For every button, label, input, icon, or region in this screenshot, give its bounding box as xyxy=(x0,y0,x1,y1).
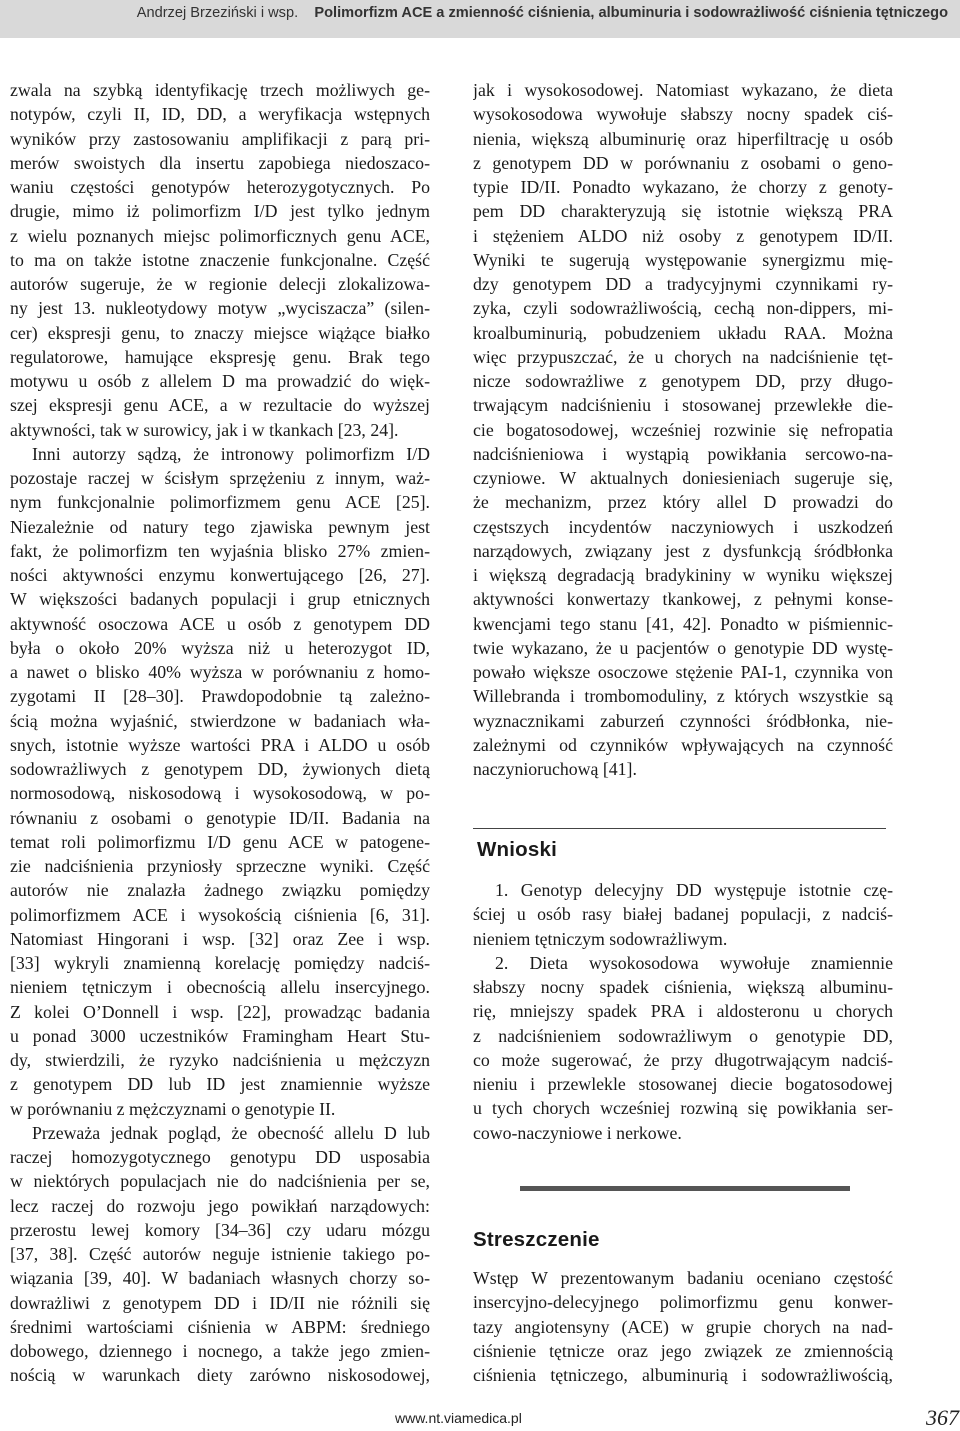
text-line: nicze sodowrażliwe z genotypem DD, przy długo- xyxy=(473,371,893,391)
text-line: a nawet o blisko 40% wyższa w porównaniu z homo- xyxy=(10,662,430,682)
text-line: sodowrażliwych z genotypem DD, żywionych dietą xyxy=(10,759,430,779)
text-line: regulatorowe, hamujące ekspresję genu. Brak tego xyxy=(10,346,430,367)
text-line: insercyjno-delecyjnego polimorfizmu genu konwer- xyxy=(473,1292,893,1313)
text-line: z genotypem DD lub ID jest znamiennie wyższe xyxy=(10,1074,430,1095)
text-line: kroalbuminurią, pobudzeniem układu RAA. Można xyxy=(473,322,893,343)
text-line: że mechanizm, przez który allel D prowadzi do xyxy=(473,492,893,513)
text-line: Wstęp W prezentowanym badaniu oceniano częstość xyxy=(473,1268,893,1288)
text-line: średnimi wartościami ciśnienia w ABPM: średniego xyxy=(10,1316,430,1337)
text-line: wyznacznikami zaburzeń czynności śródbłonka, nie- xyxy=(473,710,893,731)
text-line: była o około 20% wyższa niż u heterozygot ID, xyxy=(10,637,430,658)
text-line: raczej homozygotycznego genotypu DD usposabia xyxy=(10,1147,430,1167)
text-line: co może sugerować, że przy długotrwającym nadciś- xyxy=(473,1049,893,1070)
footer-url: www.nt.viamedica.pl xyxy=(395,1410,522,1426)
conclusions-rule xyxy=(473,828,886,829)
text-line: wiązania [39, 40]. W badaniach własnych chorzy so- xyxy=(10,1268,430,1289)
text-line: Wyniki te sugerują występowanie synergizmu mię- xyxy=(473,249,893,270)
text-line: normosodową, niskosodową i wysokosodową, w po- xyxy=(10,783,430,804)
text-line: trwającym nadciśnieniu i stosowanej przewlekłe die- xyxy=(473,395,893,416)
text-line: autorów sugeruje, że w regionie delecji zlokalizowa- xyxy=(10,274,430,294)
text-line: zyka, czyli sodowrażliwością, cechą non-dippers, mi- xyxy=(473,298,893,319)
text-line: naczynioruchową [41]. xyxy=(473,759,637,779)
summary-heading: Streszczenie xyxy=(473,1228,600,1251)
text-line: nieniem tętniczym i obecnością allelu insercyjnego. xyxy=(10,977,430,998)
running-head-title: Polimorfizm ACE a zmienność ciśnienia, albuminuria i sodowrażliwość ciśnienia tętniczego xyxy=(314,5,948,21)
text-line: ciśnienie tętnicze oraz jego związek ze zmiennością xyxy=(473,1340,893,1361)
text-line: z nadciśnieniem sodowrażliwym o genotypie DD, xyxy=(473,1025,893,1046)
text-line: rię, mniejszy spadek PRA i aldosteronu u chorych xyxy=(473,1001,893,1022)
text-line: i stężeniem ALDO niż osoby z genotypem ID/II. xyxy=(473,225,893,246)
text-line: twie wykazano, że u pacjentów o genotypie DD wystę- xyxy=(473,637,893,658)
text-line: z wielu poznanych miejsc polimorficznych genu ACE, xyxy=(10,225,430,246)
text-line: zwala na szybką identyfikację trzech możliwych ge- xyxy=(10,80,430,100)
text-line: wyników przy zastosowaniu amplifikacji z parą pri- xyxy=(10,128,430,149)
left-column xyxy=(10,78,430,1388)
text-line: pem DD charakteryzują się istotnie większą PRA xyxy=(473,201,893,222)
text-line: jak i wysokosodowej. Natomiast wykazano, że dieta xyxy=(473,80,893,100)
text-line: cowo-naczyniowe i nerkowe. xyxy=(473,1122,682,1143)
text-line: u ponad 3000 uczestników Framingham Heart Stu- xyxy=(10,1025,430,1046)
running-head-authors: Andrzej Brzeziński i wsp. xyxy=(136,5,299,21)
text-line: dowrażliwi z genotypem DD i ID/II nie różnili się xyxy=(10,1292,430,1313)
text-line: czyniowe. W aktualnych doniesieniach sugeruje się, xyxy=(473,468,893,488)
text-line: Inni autorzy sądzą, że intronowy polimorfizm I/D xyxy=(32,443,430,464)
text-line: drugie, mimo iż polimorfizm I/D jest tylko jednym xyxy=(10,201,430,222)
text-line: nienia, większą albuminurię oraz hiperfiltrację u osób xyxy=(473,128,893,149)
conclusions-heading: Wnioski xyxy=(477,838,557,861)
text-line: 2. Dieta wysokosodowa wywołuje znamiennie xyxy=(495,952,893,973)
text-line: równaniu z osobami o genotypie ID/II. Badania na xyxy=(10,807,430,828)
text-line: dy, stwierdzili, że ryzyko nadciśnienia u mężczyzn xyxy=(10,1050,430,1070)
text-line: autorów nie znalazła żadnego związku pomiędzy xyxy=(10,880,430,901)
running-head xyxy=(0,0,960,38)
text-line: Z kolei O’Donnell i wsp. [22], prowadząc badania xyxy=(10,1001,430,1022)
text-line: słabszy nocny spadek ciśnienia, większą albuminu- xyxy=(473,977,893,997)
text-line: dobowego, dziennego i nocnego, a także jego zmien- xyxy=(10,1341,430,1361)
text-line: polimorfizmem ACE i wysokością ciśnienia [6, 31]. xyxy=(10,904,430,925)
text-line: częstszych incydentów naczyniowych i uszkodzeń xyxy=(473,516,893,537)
text-line: powało większe osoczowe stężenie PAI-1, czynnika von xyxy=(473,662,893,682)
text-line: [37, 38]. Część autorów neguje istnienie takiego po- xyxy=(10,1244,430,1264)
conclusions-body xyxy=(473,878,893,1145)
text-line: snych, istotnie wyższe wartości PRA i ALDO u osób xyxy=(10,734,430,755)
text-line: zygotami II [28–30]. Prawdopodobnie tą zależno- xyxy=(10,686,430,707)
text-line: notypów, czyli II, ID, DD, a weryfikacja wstępnych xyxy=(10,104,430,125)
text-line: nadciśnieniowa i wystąpią powikłania sercowo-na- xyxy=(473,443,893,464)
text-line: nością w warunkach diety zarówno niskosodowej, xyxy=(10,1365,430,1386)
text-line: lecz raczej do rozwoju jego powikłań narządowych: xyxy=(10,1195,430,1216)
text-line: ności aktywności enzymu konwertującego [26, 27]. xyxy=(10,565,430,585)
text-line: kwencjami tego stanu [41, 42]. Ponadto w piśmiennic- xyxy=(473,613,893,634)
text-line: narządowych, związany jest z dysfunkcją śródbłonka xyxy=(473,540,893,561)
text-line: typie ID/II. Ponadto wykazano, że chorzy z genoty- xyxy=(473,177,893,197)
text-line: nym funkcjonalnie polimorfizmem genu ACE [25]. xyxy=(10,492,430,513)
text-line: ścią można wyjaśnić, stwierdzone w badaniach wła- xyxy=(10,710,430,731)
text-line: więc przypuszczać, że u chorych na nadciśnienie tęt- xyxy=(473,346,893,367)
text-line: aktywności konwertazy tkankowej, z pełnymi konse- xyxy=(473,589,893,610)
text-line: u tych chorych wcześniej rozwiną się powikłania ser- xyxy=(473,1098,893,1119)
text-line: w porównaniu z mężczyznami o genotypie II. xyxy=(10,1098,336,1119)
text-line: dzy genotypem DD a tradycyjnymi czynnikami ry- xyxy=(473,274,893,294)
text-line: przerostu lewej komory [34–36] czy udaru mózgu xyxy=(10,1219,430,1240)
text-line: temat roli polimorfizmu I/D genu ACE w patogene- xyxy=(10,831,430,852)
text-line: zależnymi od czynników wpływających na czynność xyxy=(473,734,893,755)
text-line: cie bogatosodowej, wcześniej rozwinie się nefropatia xyxy=(473,419,893,440)
text-line: Przeważa jednak pogląd, że obecność allelu D lub xyxy=(32,1122,430,1143)
text-line: w niektórych populacjach nie do nadciśnienia per se, xyxy=(10,1171,430,1192)
text-line: 1. Genotyp delecyjny DD występuje istotnie czę- xyxy=(495,880,893,900)
page-number: 367 xyxy=(926,1405,959,1430)
right-column xyxy=(473,78,893,781)
text-line: szej ekspresji genu ACE, a w rezultacie do wyższej xyxy=(10,395,430,416)
text-line: fakt, że polimorfizm ten wyjaśnia blisko 27% zmien- xyxy=(10,540,430,561)
text-line: wysokosodowa wywołuje słabszy nocny spadek ciś- xyxy=(473,104,893,125)
text-line: Niezależnie od natury tego zjawiska pewnym jest xyxy=(10,516,430,537)
text-line: Natomiast Hingorani i wsp. [32] oraz Zee i wsp. xyxy=(10,928,430,949)
text-line: zie nadciśnienia przyniosły sprzeczne wyniki. Część xyxy=(10,856,430,876)
text-line: nieniu i przewlekle stosowanej diecie bogatosodowej xyxy=(473,1074,893,1094)
text-line: nieniem tętniczym sodowrażliwym. xyxy=(473,928,728,949)
text-line: merów swoistych dla insertu zapobiega niedoszaco- xyxy=(10,152,430,173)
text-line: ciśnienia tętniczego, albuminurią i sodowrażliwością, xyxy=(473,1365,893,1385)
text-line: z genotypem DD w porównaniu z osobami o geno- xyxy=(473,152,893,173)
summary-body xyxy=(473,1266,893,1387)
text-line: i większą degradacją bradykininy w wyniku większej xyxy=(473,565,893,585)
text-line: motywu u osób z allelem D ma prowadzić do więk- xyxy=(10,371,430,391)
text-line: to ma on także istotne znaczenie funkcjonalne. Część xyxy=(10,249,430,270)
text-line: waniu częstości genotypów heterozygotycznych. Po xyxy=(10,177,430,197)
text-line: W większości badanych populacji i grup etnicznych xyxy=(10,589,430,610)
text-line: [33] wykryli znamienną korelację pomiędzy nadciś- xyxy=(10,953,430,973)
text-line: aktywność osoczowa ACE u osób z genotypem DD xyxy=(10,613,430,634)
text-line: ściej u osób rasy białej badanej populacji, z nadciś- xyxy=(473,904,893,925)
text-line: ny jest 13. nukleotydowy motyw „wyciszacza” (silen- xyxy=(10,298,430,319)
text-line: tazy angiotensyny (ACE) w grupie chorych na nad- xyxy=(473,1316,893,1337)
text-line: aktywności, tak w surowicy, jak i w tkankach [23, 24]. xyxy=(10,419,399,440)
text-line: cer) ekspresji genu, to znaczy miejsce wiążące białko xyxy=(10,322,430,343)
text-line: Willebranda i trombomoduliny, z których wszystkie są xyxy=(473,686,893,707)
summary-rule xyxy=(520,1186,850,1191)
text-line: pozostaje raczej w ścisłym sprzężeniu z innym, waż- xyxy=(10,468,430,488)
